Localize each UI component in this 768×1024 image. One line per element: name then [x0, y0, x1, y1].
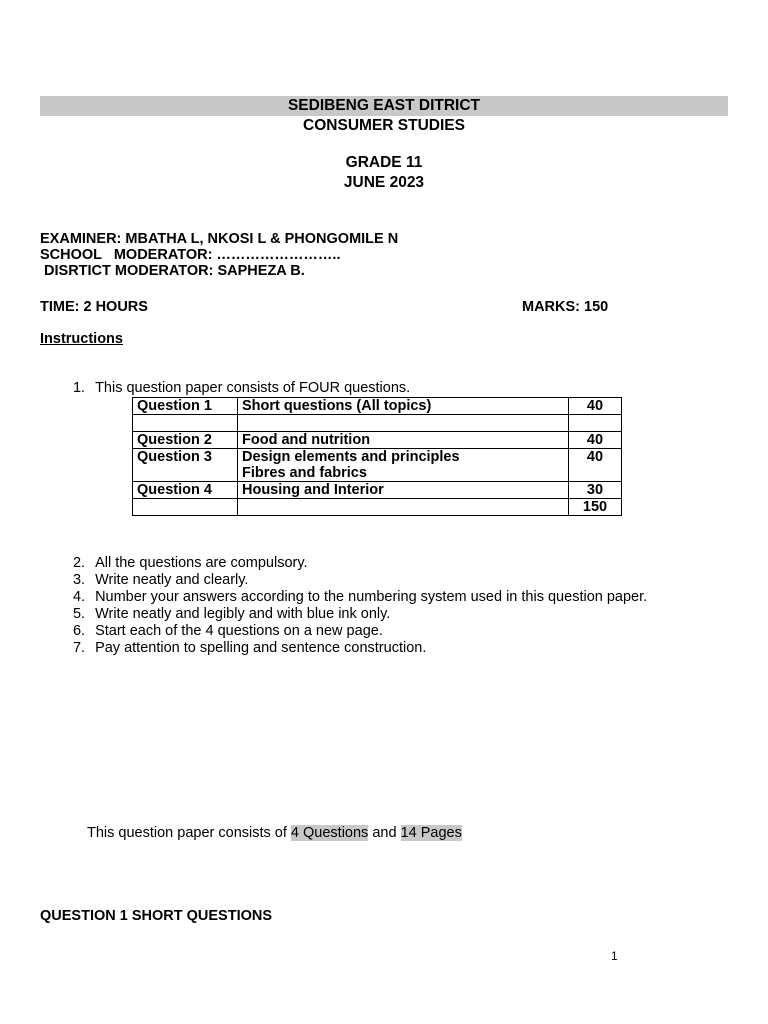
district-moderator-line: DISRTICT MODERATOR: SAPHEZA B. [40, 263, 305, 279]
instruction-number: 2. [72, 555, 86, 571]
instruction-text: All the questions are compulsory. [95, 555, 308, 571]
instruction-text: This question paper consists of FOUR questions. [95, 380, 411, 396]
marks-cell: 40 [569, 449, 622, 482]
instruction-number: 5. [72, 606, 86, 622]
instruction-number: 3. [72, 572, 86, 588]
instruction-text: Number your answers according to the numbering system used in this question paper. [95, 589, 648, 605]
instruction-number: 4. [72, 589, 86, 605]
instruction-text: Start each of the 4 questions on a new page. [95, 623, 383, 639]
summary-pages-highlight: 14 Pages [400, 825, 462, 841]
table-row [133, 432, 622, 449]
question-cell: Question 2 [133, 432, 238, 449]
paper-summary [87, 825, 462, 841]
marks-cell: 30 [569, 482, 622, 499]
topic-cell [238, 499, 569, 516]
summary-prefix: This question paper consists of [87, 825, 291, 841]
subject-title: CONSUMER STUDIES [303, 117, 465, 134]
topic-line: Fibres and fabrics [242, 465, 367, 481]
instruction-number: 6. [72, 623, 86, 639]
session-title: JUNE 2023 [343, 174, 425, 191]
question-cell: Question 3 [133, 449, 238, 482]
instruction-text: Write neatly and legibly and with blue ink only. [95, 606, 391, 622]
topic-cell: Food and nutrition [238, 432, 569, 449]
instruction-item [40, 624, 426, 656]
topic-line: Design elements and principles [242, 449, 460, 465]
question-cell [133, 415, 238, 432]
district-title: SEDIBENG EAST DITRICT [287, 97, 481, 114]
grade-title: GRADE 11 [345, 154, 423, 171]
table-row [133, 449, 622, 482]
school-moderator-line: SCHOOL MODERATOR: …………………….. [40, 247, 341, 263]
instructions-heading: Instructions [40, 331, 123, 347]
instruction-text: Pay attention to spelling and sentence construction. [95, 640, 427, 656]
marks-label: MARKS: 150 [522, 299, 609, 315]
time-label: TIME: 2 HOURS [40, 299, 148, 315]
topic-cell: Housing and Interior [238, 482, 569, 499]
marks-cell [569, 415, 622, 432]
topic-cell [238, 415, 569, 432]
table-row [133, 398, 622, 415]
question-marks-table [132, 397, 622, 516]
topic-cell [238, 449, 569, 482]
instruction-number: 7. [72, 640, 86, 656]
total-marks-cell: 150 [569, 499, 622, 516]
page-number: 1 [611, 949, 618, 963]
table-row [133, 482, 622, 499]
examiner-line: EXAMINER: MBATHA L, NKOSI L & PHONGOMILE N [40, 231, 399, 247]
instruction-item [40, 364, 410, 396]
instruction-text: Write neatly and clearly. [95, 572, 249, 588]
topic-cell: Short questions (All topics) [238, 398, 569, 415]
marks-cell: 40 [569, 432, 622, 449]
instruction-number: 1. [72, 380, 86, 396]
question-cell: Question 1 [133, 398, 238, 415]
question-cell [133, 499, 238, 516]
question-cell: Question 4 [133, 482, 238, 499]
marks-cell: 40 [569, 398, 622, 415]
table-row [133, 415, 622, 432]
summary-middle: and [368, 825, 401, 841]
section-heading: QUESTION 1 SHORT QUESTIONS [40, 908, 273, 924]
table-row-total [133, 499, 622, 516]
summary-questions-highlight: 4 Questions [290, 825, 369, 841]
